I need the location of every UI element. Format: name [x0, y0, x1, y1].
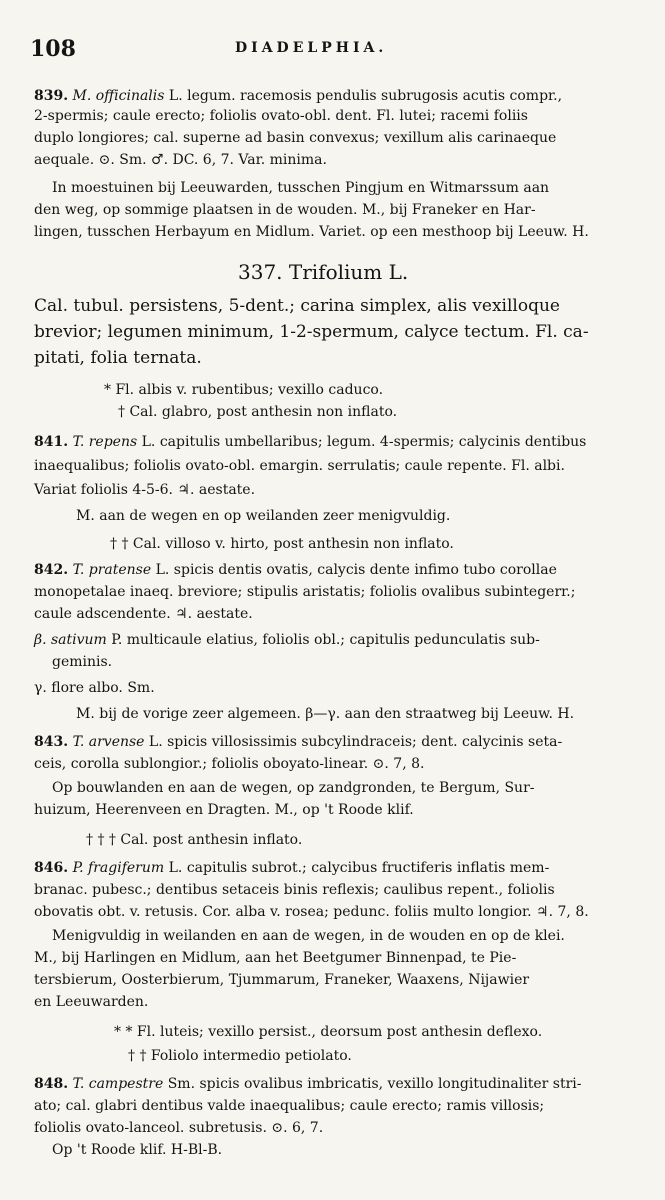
description-text: L. capitulis umbellaribus; legum. 4-spermis; calycinis dentibus — [137, 434, 587, 450]
variety-name: β. sativum — [34, 632, 107, 648]
species-name: M. officinalis — [68, 88, 165, 104]
entry-839-locality-1: In moestuinen bij Leeuwarden, tusschen Pingjum en Witmarssum aan — [52, 180, 550, 196]
description-text: L. capitulis subrot.; calycibus fructiferis inflatis mem- — [164, 860, 550, 876]
entry-842-line-3: caule adscendente. ♃. aestate. — [34, 606, 253, 622]
entry-846-locality-4: en Leeuwarden. — [34, 994, 149, 1010]
entry-846-line-1 — [34, 860, 549, 877]
entry-number: 842. — [34, 562, 69, 578]
entry-846-locality-3: tersbierum, Oosterbierum, Tjummarum, Franeker, Waaxens, Nijawier — [34, 972, 530, 988]
entry-839-locality-2: den weg, op sommige plaatsen in de wouden. M., bij Franeker en Har- — [34, 202, 536, 218]
entry-846-line-3: obovatis obt. v. retusis. Cor. alba v. rosea; pedunc. foliis multo longior. ♃. 7, 8. — [34, 904, 589, 920]
species-name: T. repens — [72, 434, 138, 450]
description-text: L. spicis villosissimis subcylindraceis; dent. calycinis seta- — [144, 734, 563, 750]
section-dagger: † Cal. glabro, post anthesin non inflato. — [118, 404, 398, 420]
entry-843-locality-2: huizum, Heerenveen en Dragten. M., op 't Roode klif. — [34, 802, 414, 818]
entry-number: 848. — [34, 1076, 69, 1092]
section-double-star: * * Fl. luteis; vexillo persist., deorsum post anthesin deflexo. — [114, 1024, 543, 1040]
entry-848-line-2: ato; cal. glabri dentibus valde inaequalibus; caule erecto; ramis villosis; — [34, 1098, 545, 1114]
species-name: T. campestre — [72, 1076, 164, 1092]
running-title: DIADELPHIA. — [235, 40, 388, 56]
entry-number: 839. — [34, 88, 69, 104]
genus-diagnosis-line-2: brevior; legumen minimum, 1-2-spermum, calyce tectum. Fl. ca- — [34, 322, 589, 342]
entry-839-line-3: duplo longiores; cal. superne ad basin convexus; vexillum alis carinaeque — [34, 130, 557, 146]
section-star: * Fl. albis v. rubentibus; vexillo caduco. — [104, 382, 384, 398]
entry-842-variety-beta — [34, 632, 540, 649]
entry-number: 846. — [34, 860, 69, 876]
entry-number: 841. — [34, 434, 69, 450]
entry-842-variety-beta-cont: geminis. — [52, 654, 113, 670]
entry-848-line-1 — [34, 1076, 582, 1093]
entry-842-line-1 — [34, 562, 557, 579]
entry-848-line-3: foliolis ovato-lanceol. subretusis. ⊙. 6, 7. — [34, 1120, 324, 1136]
species-name: P. fragiferum — [72, 860, 165, 876]
description-text: L. legum. racemosis pendulis subrugosis acutis compr., — [164, 88, 563, 104]
entry-841-locality: M. aan de wegen en op weilanden zeer menigvuldig. — [76, 508, 451, 524]
entry-843-locality-1: Op bouwlanden en aan de wegen, op zandgronden, te Bergum, Sur- — [52, 780, 535, 796]
section-double-dagger-2: † † Foliolo intermedio petiolato. — [128, 1048, 352, 1064]
description-text: Sm. spicis ovalibus imbricatis, vexillo longitudinaliter stri- — [163, 1076, 582, 1092]
entry-number: 843. — [34, 734, 69, 750]
entry-842-locality: M. bij de vorige zeer algemeen. β—γ. aan den straatweg bij Leeuw. H. — [76, 706, 575, 722]
entry-839-line-1 — [34, 88, 562, 105]
genus-diagnosis-line-1: Cal. tubul. persistens, 5-dent.; carina simplex, alis vexilloque — [34, 296, 560, 316]
entry-848-locality: Op 't Roode klif. H-Bl-B. — [52, 1142, 223, 1158]
entry-842-variety-gamma: γ. flore albo. Sm. — [34, 680, 155, 696]
section-double-dagger: † † Cal. villoso v. hirto, post anthesin non inflato. — [110, 536, 454, 552]
entry-841-line-1 — [34, 434, 586, 451]
entry-839-line-4: aequale. ⊙. Sm. ♂. DC. 6, 7. Var. minima. — [34, 152, 327, 168]
entry-839-locality-3: lingen, tusschen Herbayum en Midlum. Variet. op een mesthoop bij Leeuw. H. — [34, 224, 589, 240]
entry-841-line-3: Variat foliolis 4-5-6. ♃. aestate. — [34, 482, 256, 498]
species-name: T. pratense — [72, 562, 152, 578]
description-text: L. spicis dentis ovatis, calycis dente infimo tubo corollae — [151, 562, 557, 578]
page-number: 108 — [30, 36, 76, 62]
description-text: P. multicaule elatius, foliolis obl.; capitulis pedunculatis sub- — [106, 632, 540, 648]
genus-heading: 337. Trifolium L. — [238, 260, 409, 284]
entry-841-line-2: inaequalibus; foliolis ovato-obl. emargin. serrulatis; caule repente. Fl. albi. — [34, 458, 565, 474]
entry-839-line-2: 2-spermis; caule erecto; foliolis ovato-obl. dent. Fl. lutei; racemi foliis — [34, 108, 528, 124]
entry-846-locality-1: Menigvuldig in weilanden en aan de wegen, in de wouden en op de klei. — [52, 928, 565, 944]
entry-846-line-2: branac. pubesc.; dentibus setaceis binis reflexis; caulibus repent., foliolis — [34, 882, 555, 898]
genus-diagnosis-line-3: pitati, folia ternata. — [34, 348, 202, 368]
section-triple-dagger: † † † Cal. post anthesin inflato. — [86, 832, 303, 848]
entry-846-locality-2: M., bij Harlingen en Midlum, aan het Beetgumer Binnenpad, te Pie- — [34, 950, 517, 966]
species-name: T. arvense — [72, 734, 145, 750]
entry-843-line-1 — [34, 734, 562, 751]
entry-843-line-2: ceis, corolla sublongior.; foliolis oboyato-linear. ⊙. 7, 8. — [34, 756, 425, 772]
entry-842-line-2: monopetalae inaeq. breviore; stipulis aristatis; foliolis ovalibus subintegerr.; — [34, 584, 576, 600]
